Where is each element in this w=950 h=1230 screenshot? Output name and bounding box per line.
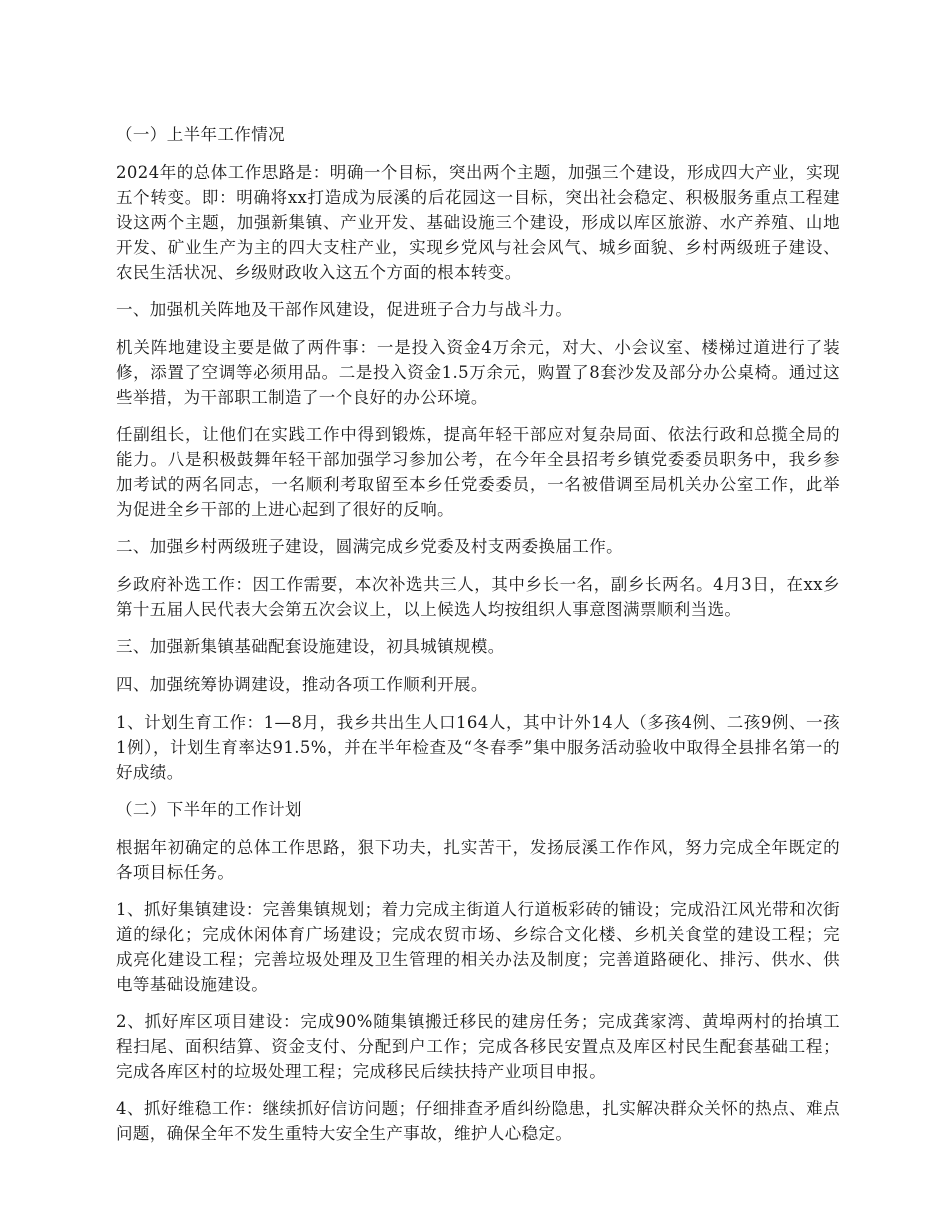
paragraph-reservoir-projects: 2、抓好库区项目建设：完成90%随集镇搬迁移民的建房任务；完成龚家湾、黄埠两村的抬填工程扫尾、面积结算、资金支付、分配到户工作；完成各移民安置点及库区村民生配套基础工程；完成各库区村的垃圾处理工程；完成移民后续扶持产业项目申报。 [116, 1012, 840, 1081]
paragraph-plan-intro: 根据年初确定的总体工作思路，狠下功夫，扎实苦干，发扬辰溪工作作风，努力完成全年既定的各项目标任务。 [116, 838, 840, 882]
paragraph-town-construction: 1、抓好集镇建设：完善集镇规划；着力完成主街道人行道板彩砖的铺设；完成沿江风光带和次街道的绿化；完成休闲体育广场建设；完成农贸市场、乡综合文化楼、乡机关食堂的建设工程；完成亮化建设工程；完善垃圾处理及卫生管理的相关办法及制度；完善道路硬化、排污、供水、供电等基础设施建设。 [116, 900, 840, 994]
heading-item-3: 三、加强新集镇基础配套设施建设，初具城镇规模。 [116, 637, 505, 656]
paragraph-stability: 4、抓好维稳工作：继续抓好信访问题；仔细排查矛盾纠纷隐患，扎实解决群众关怀的热点、难点问题，确保全年不发生重特大安全生产事故，维护人心稳定。 [116, 1099, 840, 1143]
section-heading-first-half: （一）上半年工作情况 [116, 125, 285, 144]
paragraph-family-planning: 1、计划生育工作：1—8月，我乡共出生人口164人，其中计外14人（多孩4例、二孩9例、一孩1例），计划生育率达91.5%，并在半年检查及“冬春季”集中服务活动验收中取得全县排名第一的好成绩。 [116, 713, 840, 782]
paragraph-office-construction: 机关阵地建设主要是做了两件事：一是投入资金4万余元，对大、小会议室、楼梯过道进行了装修，添置了空调等必须用品。二是投入资金1.5万余元，购置了8套沙发及部分办公桌椅。通过这些举措，为干部职工制造了一个良好的办公环境。 [116, 338, 840, 407]
heading-item-2: 二、加强乡村两级班子建设，圆满完成乡党委及村支两委换届工作。 [116, 537, 623, 556]
section-heading-second-half: （二）下半年的工作计划 [116, 800, 302, 819]
heading-item-4: 四、加强统筹协调建设，推动各项工作顺利开展。 [116, 675, 488, 694]
paragraph-by-election: 乡政府补选工作：因工作需要，本次补选共三人，其中乡长一名，副乡长两名。4月3日，在xx乡第十五届人民代表大会第五次会议上，以上候选人均按组织人事意图满票顺利当选。 [116, 575, 840, 619]
paragraph-overall-approach: 2024年的总体工作思路是：明确一个目标，突出两个主题，加强三个建设，形成四大产业，实现五个转变。即：明确将xx打造成为辰溪的后花园这一目标，突出社会稳定、积极服务重点工程建设这两个主题，加强新集镇、产业开发、基础设施三个建设，形成以库区旅游、水产养殖、山地开发、矿业生产为主的四大支柱产业，实现乡党风与社会风气、城乡面貌、乡村两级班子建设、农民生活状况、乡级财政收入这五个方面的根本转变。 [116, 163, 840, 282]
heading-item-1: 一、加强机关阵地及干部作风建设，促进班子合力与战斗力。 [116, 300, 573, 319]
paragraph-young-cadres: 任副组长，让他们在实践工作中得到锻炼，提高年轻干部应对复杂局面、依法行政和总揽全局的能力。八是积极鼓舞年轻干部加强学习参加公考，在今年全县招考乡镇党委委员职务中，我乡参加考试的两名同志，一名顺利考取留至本乡任党委委员，一名被借调至局机关办公室工作，此举为促进全乡干部的上进心起到了很好的反响。 [116, 425, 840, 519]
